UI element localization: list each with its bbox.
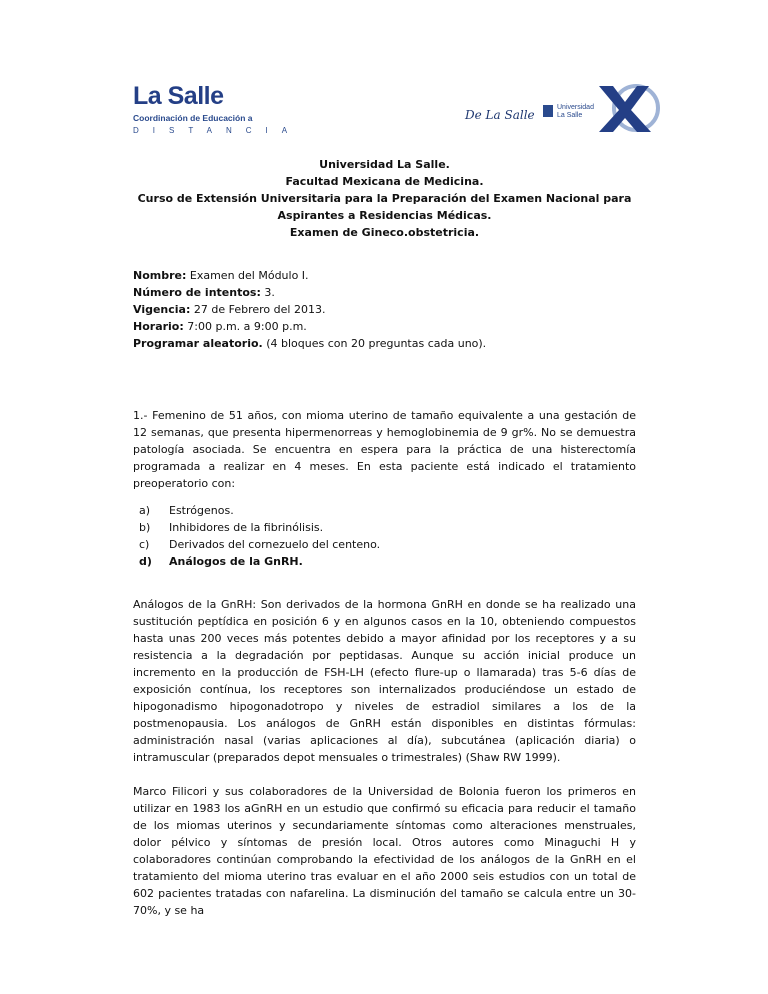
answer-options [133,502,636,570]
explanation-paragraph-2: Marco Filicori y sus colaboradores de la Universidad de Bolonia fueron los primeros en utilizar en 1983 los aGnRH en un estudio que confirmó su eficacia para reducir el tamaño de los miomas uterinos y secundariamente síntomas como alteraciones menstruales, dolor pélvico y síntomas de presión local. Otros autores como Minaguchi H y colaboradores continúan comprobando la efectividad de los análogos de la GnRH en el tratamiento del mioma uterino tras evaluar en el año 2000 seis estudios con un total de 602 pacientes tratadas con nafarelina. La disminución del tamaño se calcula entre un 30-70%, y se ha [133,785,636,917]
question-text: 1.- Femenino de 51 años, con mioma uterino de tamaño equivalente a una gestación de 12 semanas, que presenta hipermenorreas y hemoglobinemia de 9 gr%. No se demuestra patología asociada. Se encuentra en espera para la práctica de una histerectomía programada a realizar en 4 meses. En esta paciente está indicado el tratamiento preoperatorio con: [133,409,636,490]
option-text: Estrógenos. [169,504,234,517]
shield-icon [543,105,553,117]
question-1 [133,407,636,570]
page-header [0,0,768,150]
universidad-la-salle-badge: Universidad La Salle [557,104,594,119]
document-title [117,156,652,241]
meta-value: 3. [260,286,275,299]
meta-value: (4 bloques con 20 preguntas cada uno). [262,337,487,350]
option-letter: a) [139,504,151,517]
exam-metadata [133,267,636,352]
option-text: Análogos de la GnRH. [169,555,303,568]
meta-label: Programar aleatorio. [133,337,263,350]
meta-programar [133,335,636,352]
logo-wordmark: La Salle [133,82,224,110]
meta-label: Número de intentos: [133,286,261,299]
option-letter: b) [139,521,151,534]
meta-horario [133,318,636,335]
option-letter: c) [139,538,150,551]
title-line: Curso de Extensión Universitaria para la Preparación del Examen Nacional para [137,192,632,205]
meta-label: Horario: [133,320,184,333]
option-text: Derivados del cornezuelo del centeno. [169,538,381,551]
meta-value: 7:00 p.m. a 9:00 p.m. [183,320,307,333]
title-line: Aspirantes a Residencias Médicas. [277,209,492,222]
university-logos [465,80,670,136]
logo-subtitle: Coordinación de Educación a [133,113,253,123]
title-line: Facultad Mexicana de Medicina. [285,175,484,188]
meta-value: 27 de Febrero del 2013. [190,303,326,316]
title-line: Examen de Gineco.obstetricia. [289,226,480,239]
title-line: Universidad La Salle. [319,158,450,171]
logo-distancia: DISTANCIA [133,126,302,135]
document-body [133,156,636,919]
meta-label: Vigencia: [133,303,191,316]
meta-intentos [133,284,636,301]
la-salle-logo [133,82,302,142]
meta-nombre [133,267,636,284]
de-la-salle-script-logo: De La Salle [465,108,535,122]
meta-label: Nombre: [133,269,187,282]
option-d-correct [133,553,636,570]
option-letter: d) [139,555,152,568]
meta-vigencia [133,301,636,318]
anniversary-seal-icon [591,82,661,134]
option-text: Inhibidores de la fibrinólisis. [169,521,324,534]
option-b [133,519,636,536]
option-a [133,502,636,519]
explanation-paragraph-1: Análogos de la GnRH: Son derivados de la hormona GnRH en donde se ha realizado una sustitución peptídica en posición 6 y en algunos casos en la 10, obteniendo compuestos hasta unas 200 veces más potentes debido a mayor afinidad por los receptores y a su resistencia a la degradación por peptidasas. Aunque su acción inicial produce un incremento en la producción de FSH-LH (efecto flure-up o llamarada) tras 5-6 días de exposición contínua, los receptores son internalizados produciéndose un estado de hipogonadismo hipogonadotropo y niveles de estradiol similares a los de la postmenopausia. Los análogos de GnRH están disponibles en distintas fórmulas: administración nasal (varias aplicaciones al día), subcutánea (aplicación diaria) o intramuscular (preparados depot mensuales o trimestrales) (Shaw RW 1999). [133,598,636,764]
meta-value: Examen del Módulo I. [186,269,309,282]
option-c [133,536,636,553]
